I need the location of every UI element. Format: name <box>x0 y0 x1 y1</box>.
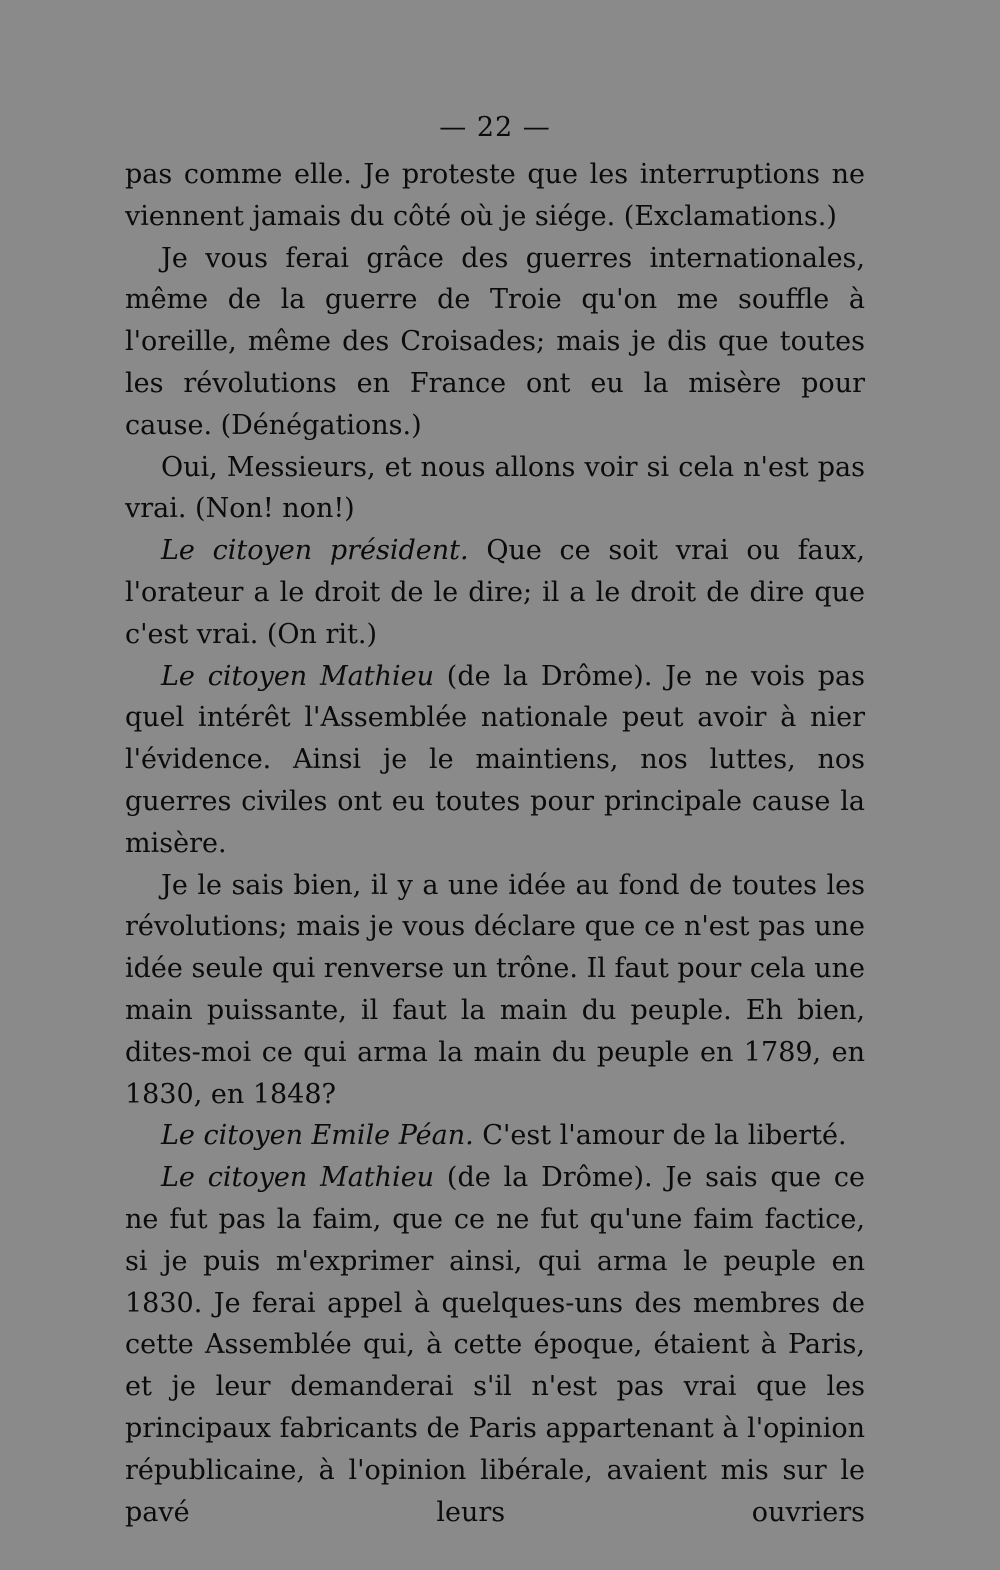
paragraph-text: Je le sais bien, il y a une idée au fond de toutes les révolutions; mais je vous déclare que ce n'est pas une idée seule qui renverse un trône. Il faut pour cela une main puissante, il faut la main du peuple. Eh bien, dites-moi ce qui arma la main du peuple en 1789, en 1830, en 1848? <box>125 869 865 1110</box>
speaker-name: Le citoyen Mathieu <box>161 660 434 692</box>
speaker-name: Le citoyen président. <box>161 535 469 567</box>
paragraph-text: (de la Drôme). Je ne vois pas quel intérêt l'Assemblée nationale peut avoir à nier l'évidence. Ainsi je le maintiens, nos luttes, nos guerres civiles ont eu toutes pour principale cause la misère. <box>125 660 865 859</box>
paragraph-text: Oui, Messieurs, et nous allons voir si cela n'est pas vrai. (Non! non!) <box>125 451 865 525</box>
speaker-name: Le citoyen Emile Péan. <box>161 1120 474 1152</box>
paragraph-text: C'est l'amour de la liberté. <box>482 1120 847 1152</box>
paragraph-6 <box>125 865 865 1116</box>
paragraph-1 <box>125 154 865 238</box>
paragraph-text: Je vous ferai grâce des guerres internationales, même de la guerre de Troie qu'on me souffle à l'oreille, même des Croisades; mais je dis que toutes les révolutions en France ont eu la misère pour cause. (Dénégations.) <box>125 242 865 441</box>
paragraph-3 <box>125 447 865 531</box>
paragraph-7 <box>125 1115 865 1157</box>
speaker-name: Le citoyen Mathieu <box>161 1162 435 1194</box>
paragraph-8 <box>125 1157 865 1533</box>
document-page <box>125 108 865 1548</box>
page-number: — 22 — <box>439 112 551 143</box>
paragraph-5 <box>125 656 865 865</box>
paragraph-text: pas comme elle. Je proteste que les interruptions ne viennent jamais du côté où je siége. (Exclamations.) <box>125 159 865 232</box>
paragraph-2 <box>125 238 865 447</box>
paragraph-text: (de la Drôme). Je sais que ce ne fut pas la faim, que ce ne fut qu'une faim factice, si je puis m'exprimer ainsi, qui arma le peuple en 1830. Je ferai appel à quelques-uns des membres de cette Assemblée qui, à cette époque, étaient à Paris, et je leur demanderai s'il n'est pas vrai que les principaux fabricants de Paris appartenant à l'opinion républicaine, à l'opinion libérale, avaient mis sur le pavé leurs ouvriers <box>125 1162 865 1528</box>
paragraph-text: Que ce soit vrai ou faux, l'orateur a le droit de le dire; il a le droit de dire que c'est vrai. (On rit.) <box>125 535 865 650</box>
paragraph-4 <box>125 530 865 655</box>
